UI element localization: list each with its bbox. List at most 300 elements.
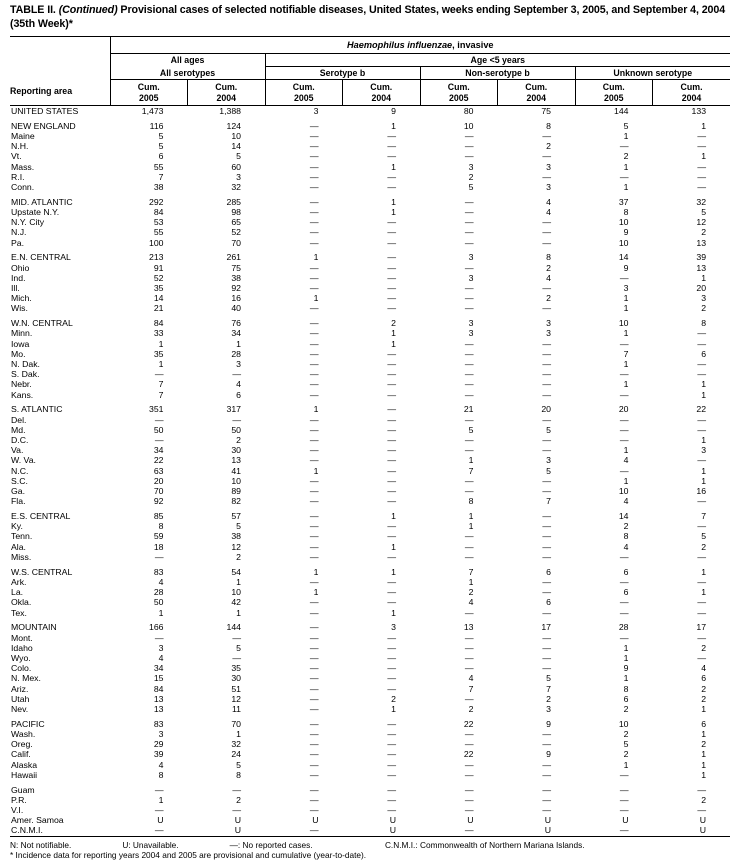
table-row bbox=[10, 314, 730, 329]
value-cell: — bbox=[697, 455, 707, 466]
value-cell: — bbox=[542, 607, 551, 618]
value-cell: — bbox=[697, 521, 707, 532]
disease-header-row bbox=[10, 37, 730, 54]
value-cell: 1 bbox=[623, 182, 629, 193]
value-cell: 17 bbox=[541, 622, 551, 633]
value-cell: 22 bbox=[463, 718, 474, 729]
value-cell: 4 bbox=[158, 652, 164, 663]
value-cell: 50 bbox=[153, 424, 164, 435]
value-cell: — bbox=[387, 272, 396, 283]
value-cell: — bbox=[387, 728, 396, 739]
reporting-area-cell: Alaska bbox=[11, 759, 38, 770]
value-cell: 70 bbox=[231, 237, 241, 248]
value-cell: — bbox=[387, 293, 396, 304]
value-cell: — bbox=[232, 652, 241, 663]
value-cell: 133 bbox=[691, 106, 707, 116]
value-cell: 41 bbox=[231, 465, 241, 476]
value-cell: 14 bbox=[618, 252, 629, 263]
value-cell: — bbox=[309, 739, 319, 750]
value-cell: — bbox=[464, 784, 474, 795]
reporting-area-cell: Ariz. bbox=[11, 683, 29, 694]
value-cell: 34 bbox=[231, 328, 241, 339]
value-cell: 13 bbox=[231, 455, 241, 466]
value-cell: 91 bbox=[153, 262, 164, 273]
value-cell: — bbox=[464, 642, 474, 653]
value-cell: 2 bbox=[546, 693, 551, 704]
legend-no-reported-cases: —: No reported cases. bbox=[229, 839, 313, 850]
value-cell: — bbox=[309, 663, 319, 674]
value-cell: U bbox=[343, 825, 421, 836]
value-cell: 9 bbox=[546, 718, 551, 729]
value-cell: — bbox=[309, 328, 319, 339]
table-row bbox=[10, 248, 730, 263]
value-cell: — bbox=[309, 749, 319, 760]
value-cell: 7 bbox=[468, 683, 474, 694]
value-cell: — bbox=[542, 663, 551, 674]
value-cell: 5 bbox=[546, 424, 551, 435]
value-cell: — bbox=[697, 359, 707, 370]
value-cell: 37 bbox=[618, 196, 629, 207]
value-cell: — bbox=[542, 348, 551, 359]
value-cell: — bbox=[154, 435, 164, 446]
value-cell: — bbox=[542, 728, 551, 739]
reporting-area-cell: Pa. bbox=[11, 237, 25, 248]
value-cell: — bbox=[387, 652, 396, 663]
value-cell: — bbox=[464, 196, 474, 207]
reporting-area-cell: Mass. bbox=[11, 161, 35, 172]
value-cell: — bbox=[464, 632, 474, 643]
value-cell: — bbox=[542, 642, 551, 653]
value-cell: 55 bbox=[153, 227, 164, 238]
table-row bbox=[10, 684, 730, 694]
value-cell: 1 bbox=[623, 759, 629, 770]
value-cell: — bbox=[542, 769, 551, 780]
value-cell: — bbox=[309, 182, 319, 193]
value-cell: 10 bbox=[231, 587, 241, 598]
value-cell: 100 bbox=[149, 237, 164, 248]
value-cell: — bbox=[387, 496, 396, 507]
serotype-header-b: Serotype b bbox=[265, 67, 420, 80]
reporting-area-cell: Wis. bbox=[11, 303, 28, 314]
value-cell: — bbox=[542, 794, 551, 805]
value-cell: 92 bbox=[231, 283, 241, 294]
value-cell: 20 bbox=[541, 404, 551, 415]
value-cell: 2 bbox=[468, 703, 474, 714]
value-cell: — bbox=[697, 424, 707, 435]
value-cell: 2 bbox=[623, 749, 629, 760]
value-cell: — bbox=[309, 369, 319, 380]
value-cell: — bbox=[464, 338, 474, 349]
age-group-header-all-ages: All ages bbox=[110, 54, 265, 67]
value-cell: 75 bbox=[541, 106, 551, 116]
value-cell: 8 bbox=[546, 252, 551, 263]
value-cell: — bbox=[387, 414, 396, 425]
value-cell: — bbox=[542, 131, 551, 141]
value-cell: 10 bbox=[231, 131, 241, 141]
value-cell: — bbox=[542, 486, 551, 497]
table-row bbox=[10, 359, 730, 369]
value-cell: 11 bbox=[231, 703, 241, 714]
value-cell: 1 bbox=[391, 328, 396, 339]
value-cell: 1 bbox=[313, 293, 319, 304]
value-cell: — bbox=[309, 652, 319, 663]
table-row bbox=[10, 562, 730, 577]
value-cell: 89 bbox=[231, 486, 241, 497]
value-cell: — bbox=[697, 597, 707, 608]
reporting-area-cell: Ga. bbox=[11, 486, 26, 497]
table-row bbox=[10, 531, 730, 541]
reporting-area-cell: Guam bbox=[11, 784, 35, 795]
value-cell: U bbox=[157, 815, 164, 826]
value-cell: 59 bbox=[153, 531, 164, 542]
value-cell: 2 bbox=[701, 683, 707, 694]
value-cell: 4 bbox=[701, 663, 707, 674]
value-cell: — bbox=[575, 825, 653, 836]
value-cell: — bbox=[420, 825, 498, 836]
table-row bbox=[10, 182, 730, 192]
value-cell: — bbox=[387, 794, 396, 805]
value-cell: 50 bbox=[231, 424, 241, 435]
value-cell: 21 bbox=[153, 303, 164, 314]
value-cell: 2 bbox=[546, 262, 551, 273]
value-cell: 1 bbox=[236, 338, 241, 349]
table-row bbox=[10, 704, 730, 714]
value-cell: 10 bbox=[463, 120, 474, 131]
value-cell: 3 bbox=[546, 703, 551, 714]
value-cell: — bbox=[697, 607, 707, 618]
value-cell: 1 bbox=[468, 521, 474, 532]
table-row bbox=[10, 577, 730, 587]
value-cell: — bbox=[542, 587, 551, 598]
value-cell: — bbox=[154, 369, 164, 380]
value-cell: 1 bbox=[468, 511, 474, 522]
value-cell: 1 bbox=[313, 566, 319, 577]
reporting-area-cell: Tenn. bbox=[11, 531, 33, 542]
value-cell: — bbox=[464, 607, 474, 618]
value-cell: — bbox=[542, 759, 551, 770]
value-cell: — bbox=[464, 207, 474, 218]
table-row bbox=[10, 476, 730, 486]
value-cell: 30 bbox=[231, 673, 241, 684]
value-cell: 75 bbox=[231, 262, 241, 273]
reporting-area-cell: P.R. bbox=[11, 794, 27, 805]
serotype-header-unknown: Unknown serotype bbox=[575, 67, 730, 80]
value-cell: — bbox=[464, 435, 474, 446]
value-cell: 1 bbox=[158, 607, 164, 618]
value-cell: — bbox=[309, 728, 319, 739]
value-cell: 63 bbox=[153, 465, 164, 476]
value-cell: — bbox=[309, 141, 319, 152]
title-rest: Provisional cases of selected notifiable diseases, United States, weeks ending September 3, 2005, and September 4, 2004 (35th Week)* bbox=[10, 4, 726, 30]
table-row bbox=[10, 415, 730, 425]
value-cell: 55 bbox=[153, 161, 164, 172]
table-row bbox=[10, 283, 730, 293]
value-cell: — bbox=[265, 825, 343, 836]
value-cell: 1 bbox=[623, 161, 629, 172]
disease-name-italic: Haemophilus influenzae bbox=[347, 40, 453, 50]
value-cell: — bbox=[542, 576, 551, 587]
value-cell: — bbox=[619, 607, 629, 618]
value-cell: — bbox=[697, 369, 707, 380]
value-cell: — bbox=[464, 283, 474, 294]
value-cell: 20 bbox=[618, 404, 629, 415]
value-cell: 1 bbox=[623, 303, 629, 314]
value-cell: — bbox=[619, 141, 629, 152]
value-cell: 3 bbox=[468, 161, 474, 172]
value-cell: 80 bbox=[463, 106, 474, 116]
value-cell: 2 bbox=[468, 171, 474, 182]
value-cell: — bbox=[309, 389, 319, 400]
value-cell: 8 bbox=[236, 769, 241, 780]
value-cell: 35 bbox=[153, 283, 164, 294]
value-cell: — bbox=[542, 632, 551, 643]
value-cell: — bbox=[542, 784, 551, 795]
value-cell: — bbox=[309, 338, 319, 349]
value-cell: 7 bbox=[468, 465, 474, 476]
value-cell: — bbox=[154, 804, 164, 815]
reporting-area-cell: W. Va. bbox=[11, 455, 36, 466]
value-cell: — bbox=[387, 531, 396, 542]
value-cell: — bbox=[387, 521, 396, 532]
value-cell: 2 bbox=[701, 227, 707, 238]
value-cell: — bbox=[232, 804, 241, 815]
value-cell: — bbox=[309, 151, 319, 162]
value-cell: 5 bbox=[546, 673, 551, 684]
title-prefix: TABLE II. bbox=[10, 4, 56, 16]
value-cell: 13 bbox=[463, 622, 474, 633]
value-cell: 39 bbox=[153, 749, 164, 760]
table-row bbox=[10, 749, 730, 759]
value-cell: — bbox=[464, 389, 474, 400]
value-cell: 2 bbox=[701, 794, 707, 805]
serotype-header-all: All serotypes bbox=[110, 67, 265, 80]
reporting-area-cell: Va. bbox=[11, 445, 24, 456]
reporting-area-cell: Iowa bbox=[11, 338, 30, 349]
value-cell: — bbox=[232, 784, 241, 795]
table-row bbox=[10, 486, 730, 496]
value-cell: 16 bbox=[696, 486, 707, 497]
value-cell: — bbox=[619, 576, 629, 587]
value-cell: 1 bbox=[391, 161, 396, 172]
value-cell: — bbox=[387, 632, 396, 643]
reporting-area-cell: N.Y. City bbox=[11, 217, 45, 228]
value-cell: 1 bbox=[391, 541, 396, 552]
table-row bbox=[10, 273, 730, 283]
value-cell: — bbox=[619, 551, 629, 562]
value-cell: 35 bbox=[231, 663, 241, 674]
table-row bbox=[10, 116, 730, 131]
value-cell: — bbox=[309, 759, 319, 770]
value-cell: — bbox=[387, 404, 396, 415]
value-cell: — bbox=[309, 283, 319, 294]
value-cell: 2 bbox=[701, 739, 707, 750]
reporting-area-cell: Ark. bbox=[11, 576, 27, 587]
reporting-area-cell: Miss. bbox=[11, 551, 32, 562]
value-cell: — bbox=[387, 642, 396, 653]
table-header bbox=[10, 37, 730, 106]
value-cell: 3 bbox=[236, 359, 241, 370]
value-cell: 13 bbox=[153, 693, 164, 704]
value-cell: — bbox=[387, 303, 396, 314]
value-cell: 52 bbox=[153, 272, 164, 283]
value-cell: 42 bbox=[231, 597, 241, 608]
value-cell: — bbox=[309, 272, 319, 283]
value-cell: — bbox=[542, 389, 551, 400]
value-cell: — bbox=[387, 379, 396, 390]
value-cell: 1 bbox=[701, 379, 707, 390]
cum-header-cell bbox=[575, 80, 653, 106]
reporting-area-cell: Conn. bbox=[11, 182, 35, 193]
table-row bbox=[10, 172, 730, 182]
value-cell: — bbox=[464, 262, 474, 273]
value-cell: 1 bbox=[623, 359, 629, 370]
reporting-area-cell: Upstate N.Y. bbox=[11, 207, 60, 218]
value-cell: — bbox=[309, 693, 319, 704]
table-row bbox=[10, 643, 730, 653]
value-cell: — bbox=[232, 369, 241, 380]
reporting-area-cell: D.C. bbox=[11, 435, 29, 446]
value-cell: — bbox=[464, 663, 474, 674]
value-cell: — bbox=[542, 369, 551, 380]
value-cell: 57 bbox=[231, 511, 241, 522]
value-cell: — bbox=[309, 683, 319, 694]
table-row bbox=[10, 400, 730, 415]
value-cell: 1 bbox=[701, 759, 707, 770]
value-cell: — bbox=[464, 475, 474, 486]
value-cell: 7 bbox=[158, 379, 164, 390]
value-cell: — bbox=[697, 551, 707, 562]
table-row bbox=[10, 328, 730, 338]
value-cell: — bbox=[542, 217, 551, 228]
value-cell: 1 bbox=[158, 794, 164, 805]
value-cell: 1 bbox=[391, 703, 396, 714]
value-cell: 2 bbox=[468, 587, 474, 598]
value-cell: — bbox=[387, 465, 396, 476]
value-cell: — bbox=[542, 359, 551, 370]
value-cell: — bbox=[464, 445, 474, 456]
cum-header-cell bbox=[653, 80, 731, 106]
value-cell: 2 bbox=[546, 141, 551, 152]
year-label: 2004 bbox=[681, 92, 702, 103]
value-cell: 14 bbox=[618, 511, 629, 522]
value-cell: — bbox=[542, 151, 551, 162]
reporting-area-cell: Ala. bbox=[11, 541, 26, 552]
value-cell: — bbox=[309, 262, 319, 273]
value-cell: — bbox=[309, 784, 319, 795]
value-cell: — bbox=[542, 511, 551, 522]
year-label: 2004 bbox=[371, 92, 392, 103]
value-cell: — bbox=[387, 359, 396, 370]
value-cell: — bbox=[387, 348, 396, 359]
table-row bbox=[10, 805, 730, 815]
value-cell: — bbox=[309, 804, 319, 815]
value-cell: 10 bbox=[618, 237, 629, 248]
value-cell: 1 bbox=[623, 131, 629, 141]
table-row bbox=[10, 673, 730, 683]
table-row bbox=[10, 653, 730, 663]
disease-name-suffix: , invasive bbox=[452, 40, 494, 50]
reporting-area-cell: Ill. bbox=[11, 283, 20, 294]
table-row bbox=[10, 339, 730, 349]
value-cell: 2 bbox=[701, 693, 707, 704]
value-cell: — bbox=[464, 486, 474, 497]
value-cell: 10 bbox=[231, 475, 241, 486]
value-cell: 1 bbox=[701, 389, 707, 400]
reporting-area-cell: Del. bbox=[11, 414, 27, 425]
value-cell: — bbox=[387, 237, 396, 248]
value-cell: 9 bbox=[546, 749, 551, 760]
value-cell: 12 bbox=[696, 217, 707, 228]
value-cell: U bbox=[498, 825, 576, 836]
reporting-area-cell: Utah bbox=[11, 693, 30, 704]
value-cell: — bbox=[619, 632, 629, 643]
reporting-area-cell: Kans. bbox=[11, 389, 34, 400]
reporting-area-cell: MOUNTAIN bbox=[11, 622, 57, 633]
value-cell: 1 bbox=[468, 576, 474, 587]
table-row bbox=[10, 390, 730, 400]
value-cell: — bbox=[542, 804, 551, 815]
reporting-area-cell: Mo. bbox=[11, 348, 26, 359]
value-cell: — bbox=[464, 693, 474, 704]
value-cell: — bbox=[697, 182, 707, 193]
value-cell: — bbox=[387, 151, 396, 162]
value-cell: 6 bbox=[546, 566, 551, 577]
value-cell: — bbox=[387, 739, 396, 750]
value-cell: 15 bbox=[153, 673, 164, 684]
table-row bbox=[10, 141, 730, 151]
value-cell: — bbox=[387, 475, 396, 486]
cum-label: Cum. bbox=[447, 82, 470, 92]
reporting-area-cell: Fla. bbox=[11, 496, 26, 507]
value-cell: U bbox=[234, 815, 241, 826]
value-cell: — bbox=[697, 784, 707, 795]
reporting-area-cell: Md. bbox=[11, 424, 26, 435]
table-row bbox=[10, 349, 730, 359]
reporting-area-cell: N. Mex. bbox=[11, 673, 41, 684]
value-cell: 5 bbox=[701, 207, 707, 218]
reporting-area-cell: MID. ATLANTIC bbox=[11, 196, 73, 207]
age-group-header-row bbox=[10, 54, 730, 67]
value-cell: — bbox=[309, 120, 319, 131]
value-cell: — bbox=[387, 749, 396, 760]
value-cell: — bbox=[697, 414, 707, 425]
value-cell: — bbox=[387, 455, 396, 466]
value-cell: — bbox=[619, 369, 629, 380]
year-label: 2005 bbox=[448, 92, 469, 103]
value-cell: 1 bbox=[701, 435, 707, 446]
value-cell: 7 bbox=[468, 566, 474, 577]
value-cell: 10 bbox=[618, 486, 629, 497]
value-cell: — bbox=[387, 759, 396, 770]
value-cell: 54 bbox=[231, 566, 241, 577]
year-label: 2005 bbox=[603, 92, 624, 103]
value-cell: — bbox=[542, 531, 551, 542]
value-cell: — bbox=[309, 217, 319, 228]
table-row bbox=[10, 694, 730, 704]
table-row bbox=[10, 379, 730, 389]
value-cell: 70 bbox=[231, 718, 241, 729]
value-cell: U bbox=[622, 815, 629, 826]
value-cell: 1 bbox=[701, 272, 707, 283]
value-cell: 2 bbox=[701, 303, 707, 314]
value-cell: — bbox=[309, 348, 319, 359]
value-cell: — bbox=[387, 217, 396, 228]
cum-label: Cum. bbox=[292, 82, 315, 92]
value-cell: 1 bbox=[623, 293, 629, 304]
reporting-area-cell: Idaho bbox=[11, 642, 33, 653]
value-cell: 7 bbox=[623, 348, 629, 359]
reporting-area-cell: Nev. bbox=[11, 703, 29, 714]
